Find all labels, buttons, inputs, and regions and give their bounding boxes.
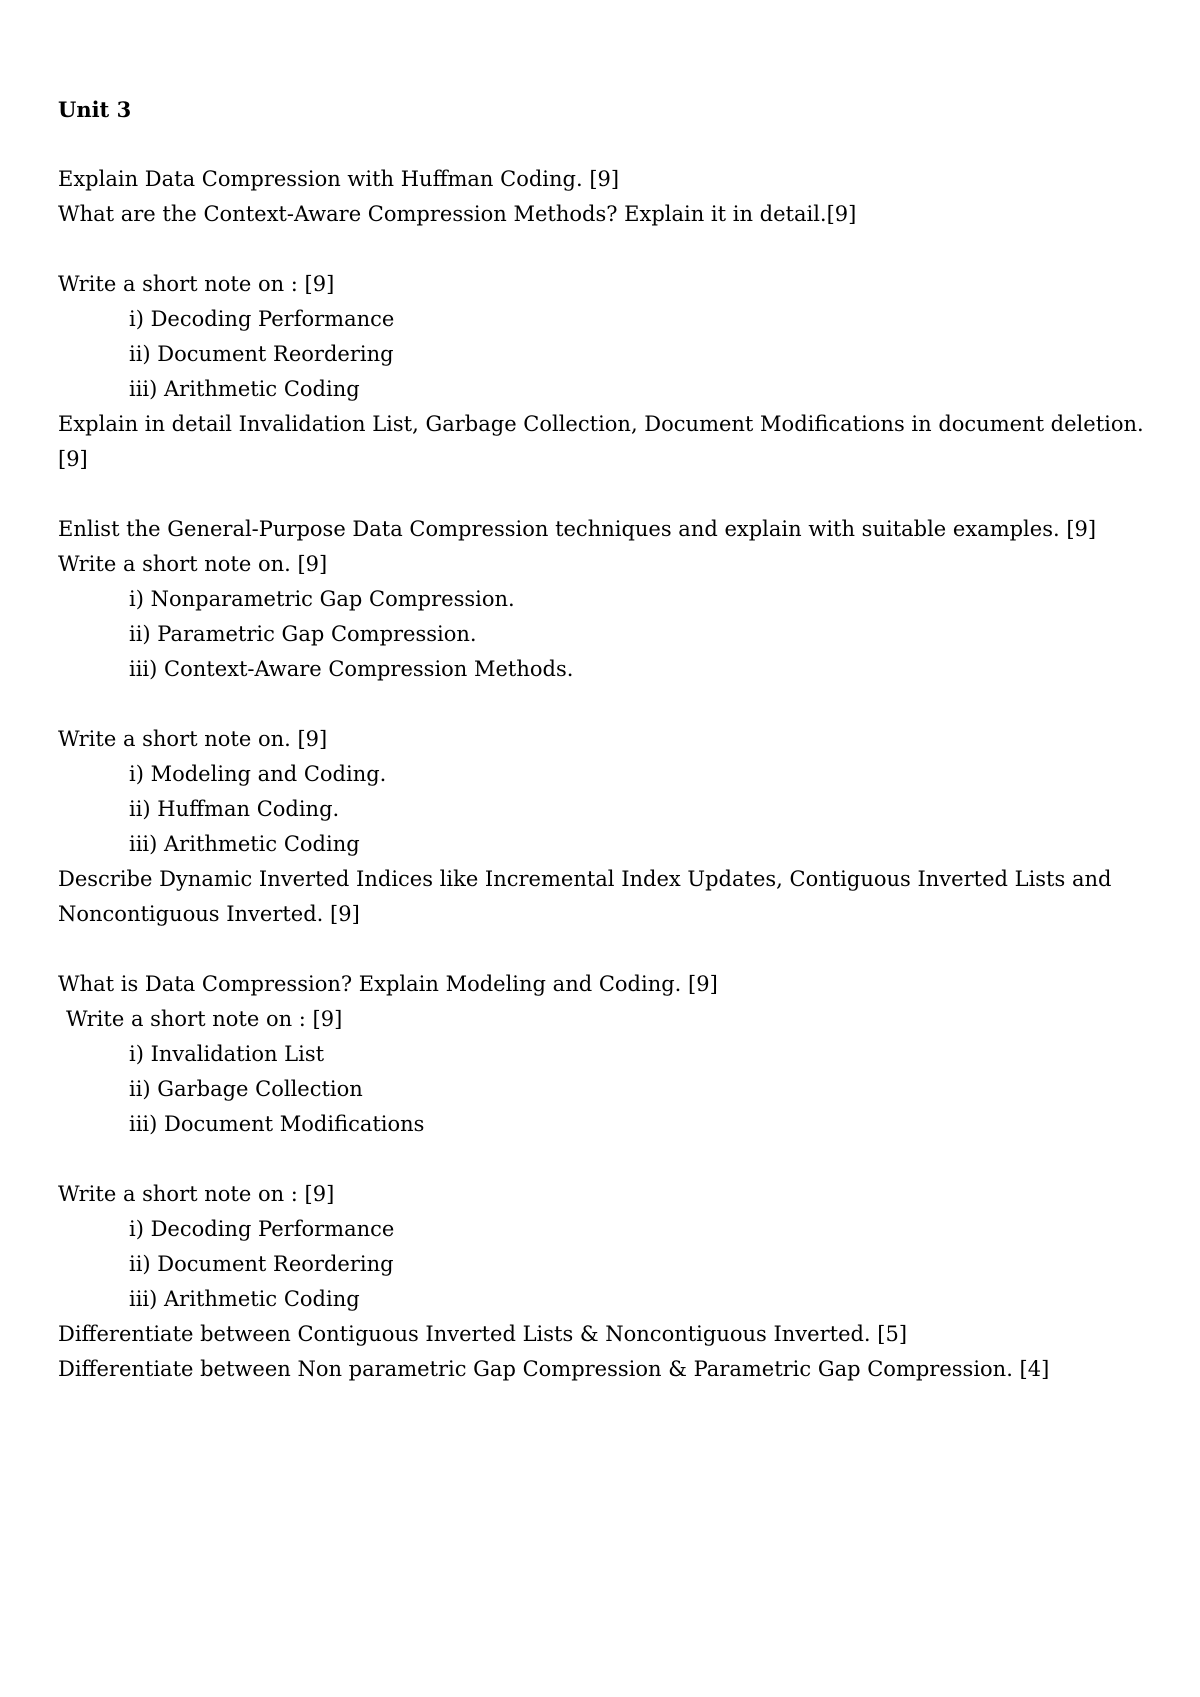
- question-3-item-3: iii) Arithmetic Coding: [129, 377, 360, 401]
- question-10-heading: Write a short note on : [9]: [66, 1007, 343, 1031]
- question-12: Differentiate between Contiguous Inverted Lists & Noncontiguous Inverted. [5]: [58, 1322, 908, 1346]
- spacer: [58, 127, 1158, 162]
- question-9: What is Data Compression? Explain Modeling and Coding. [9]: [58, 972, 718, 996]
- spacer: [58, 232, 1158, 267]
- question-6-item-3: iii) Context-Aware Compression Methods.: [129, 657, 574, 681]
- question-10-item-2: ii) Garbage Collection: [129, 1077, 363, 1101]
- spacer: [58, 932, 1158, 967]
- question-11-item-2: ii) Document Reordering: [129, 1252, 394, 1276]
- question-3-item-2: ii) Document Reordering: [129, 342, 394, 366]
- question-11-item-3: iii) Arithmetic Coding: [129, 1287, 360, 1311]
- question-11-heading: Write a short note on : [9]: [58, 1182, 335, 1206]
- question-10-item-1: i) Invalidation List: [129, 1042, 325, 1066]
- question-13: Differentiate between Non parametric Gap Compression & Parametric Gap Compression. [4]: [58, 1357, 1050, 1381]
- question-6-heading: Write a short note on. [9]: [58, 552, 328, 576]
- question-7-item-3: iii) Arithmetic Coding: [129, 832, 360, 856]
- question-10-item-3: iii) Document Modifications: [129, 1112, 425, 1136]
- document-page: [58, 92, 1158, 1387]
- spacer: [58, 477, 1158, 512]
- question-3-heading: Write a short note on : [9]: [58, 272, 335, 296]
- unit-title: Unit 3: [58, 97, 132, 122]
- question-3-item-1: i) Decoding Performance: [129, 307, 395, 331]
- question-5: Enlist the General-Purpose Data Compression techniques and explain with suitable examples. [9]: [58, 517, 1097, 541]
- question-7-item-1: i) Modeling and Coding.: [129, 762, 387, 786]
- question-1: Explain Data Compression with Huffman Coding. [9]: [58, 167, 620, 191]
- question-2: What are the Context-Aware Compression Methods? Explain it in detail.[9]: [58, 202, 857, 226]
- question-4-line-1: Explain in detail Invalidation List, Garbage Collection, Document Modifications in document deletion.: [58, 412, 1144, 436]
- spacer: [58, 1142, 1158, 1177]
- question-8-line-1: Describe Dynamic Inverted Indices like Incremental Index Updates, Contiguous Inverted Lists and: [58, 867, 1112, 891]
- question-7-heading: Write a short note on. [9]: [58, 727, 328, 751]
- question-8-line-2: Noncontiguous Inverted. [9]: [58, 902, 360, 926]
- spacer: [58, 687, 1158, 722]
- question-4-line-2: [9]: [58, 447, 88, 471]
- question-11-item-1: i) Decoding Performance: [129, 1217, 395, 1241]
- question-6-item-1: i) Nonparametric Gap Compression.: [129, 587, 515, 611]
- question-7-item-2: ii) Huffman Coding.: [129, 797, 340, 821]
- question-6-item-2: ii) Parametric Gap Compression.: [129, 622, 477, 646]
